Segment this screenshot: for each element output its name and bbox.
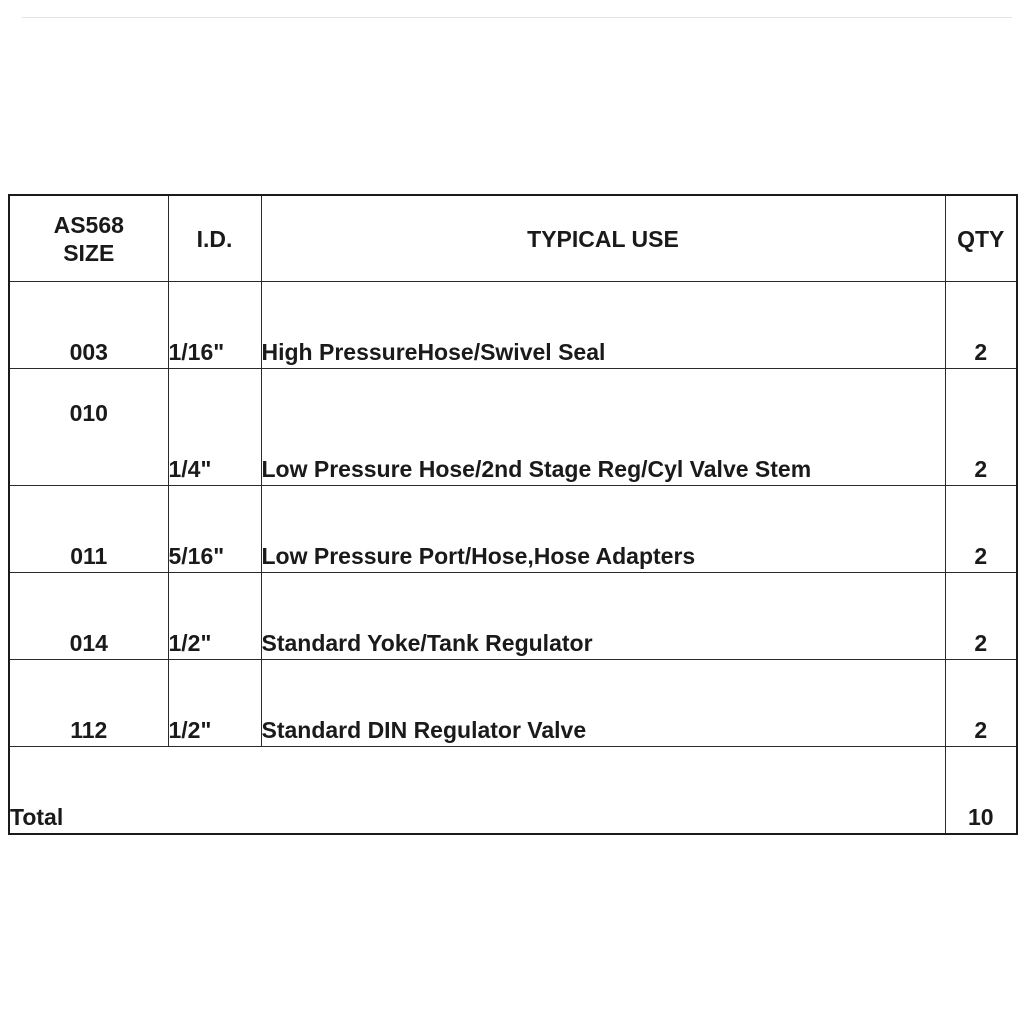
qty-cell: 2 <box>945 282 1017 369</box>
header-id: I.D. <box>168 195 261 282</box>
use-cell: Low Pressure Port/Hose,Hose Adapters <box>261 486 945 573</box>
header-size-line2: SIZE <box>63 239 115 266</box>
qty-cell: 2 <box>945 660 1017 747</box>
id-cell: 1/2" <box>168 660 261 747</box>
total-row <box>9 747 1017 835</box>
size-cell: 011 <box>9 486 168 573</box>
total-label: Total <box>9 747 945 835</box>
use-cell: Low Pressure Hose/2nd Stage Reg/Cyl Valve Stem <box>261 369 945 486</box>
top-divider <box>22 17 1012 18</box>
table-row <box>9 660 1017 747</box>
size-cell: 112 <box>9 660 168 747</box>
oring-size-table <box>8 194 1018 835</box>
table-row <box>9 369 1017 486</box>
header-typical-use: TYPICAL USE <box>261 195 945 282</box>
header-qty: QTY <box>945 195 1017 282</box>
table-row <box>9 486 1017 573</box>
header-size-line1: AS568 <box>53 211 124 238</box>
qty-cell: 2 <box>945 369 1017 486</box>
id-cell: 5/16" <box>168 486 261 573</box>
qty-cell: 2 <box>945 486 1017 573</box>
size-cell: 014 <box>9 573 168 660</box>
size-cell: 010 <box>9 369 168 486</box>
id-cell: 1/4" <box>168 369 261 486</box>
size-cell: 003 <box>9 282 168 369</box>
total-qty: 10 <box>945 747 1017 835</box>
id-cell: 1/16" <box>168 282 261 369</box>
table-row <box>9 282 1017 369</box>
table-row <box>9 573 1017 660</box>
qty-cell: 2 <box>945 573 1017 660</box>
use-cell: Standard Yoke/Tank Regulator <box>261 573 945 660</box>
header-row <box>9 195 1017 282</box>
use-cell: Standard DIN Regulator Valve <box>261 660 945 747</box>
id-cell: 1/2" <box>168 573 261 660</box>
header-size <box>9 195 168 282</box>
use-cell: High PressureHose/Swivel Seal <box>261 282 945 369</box>
